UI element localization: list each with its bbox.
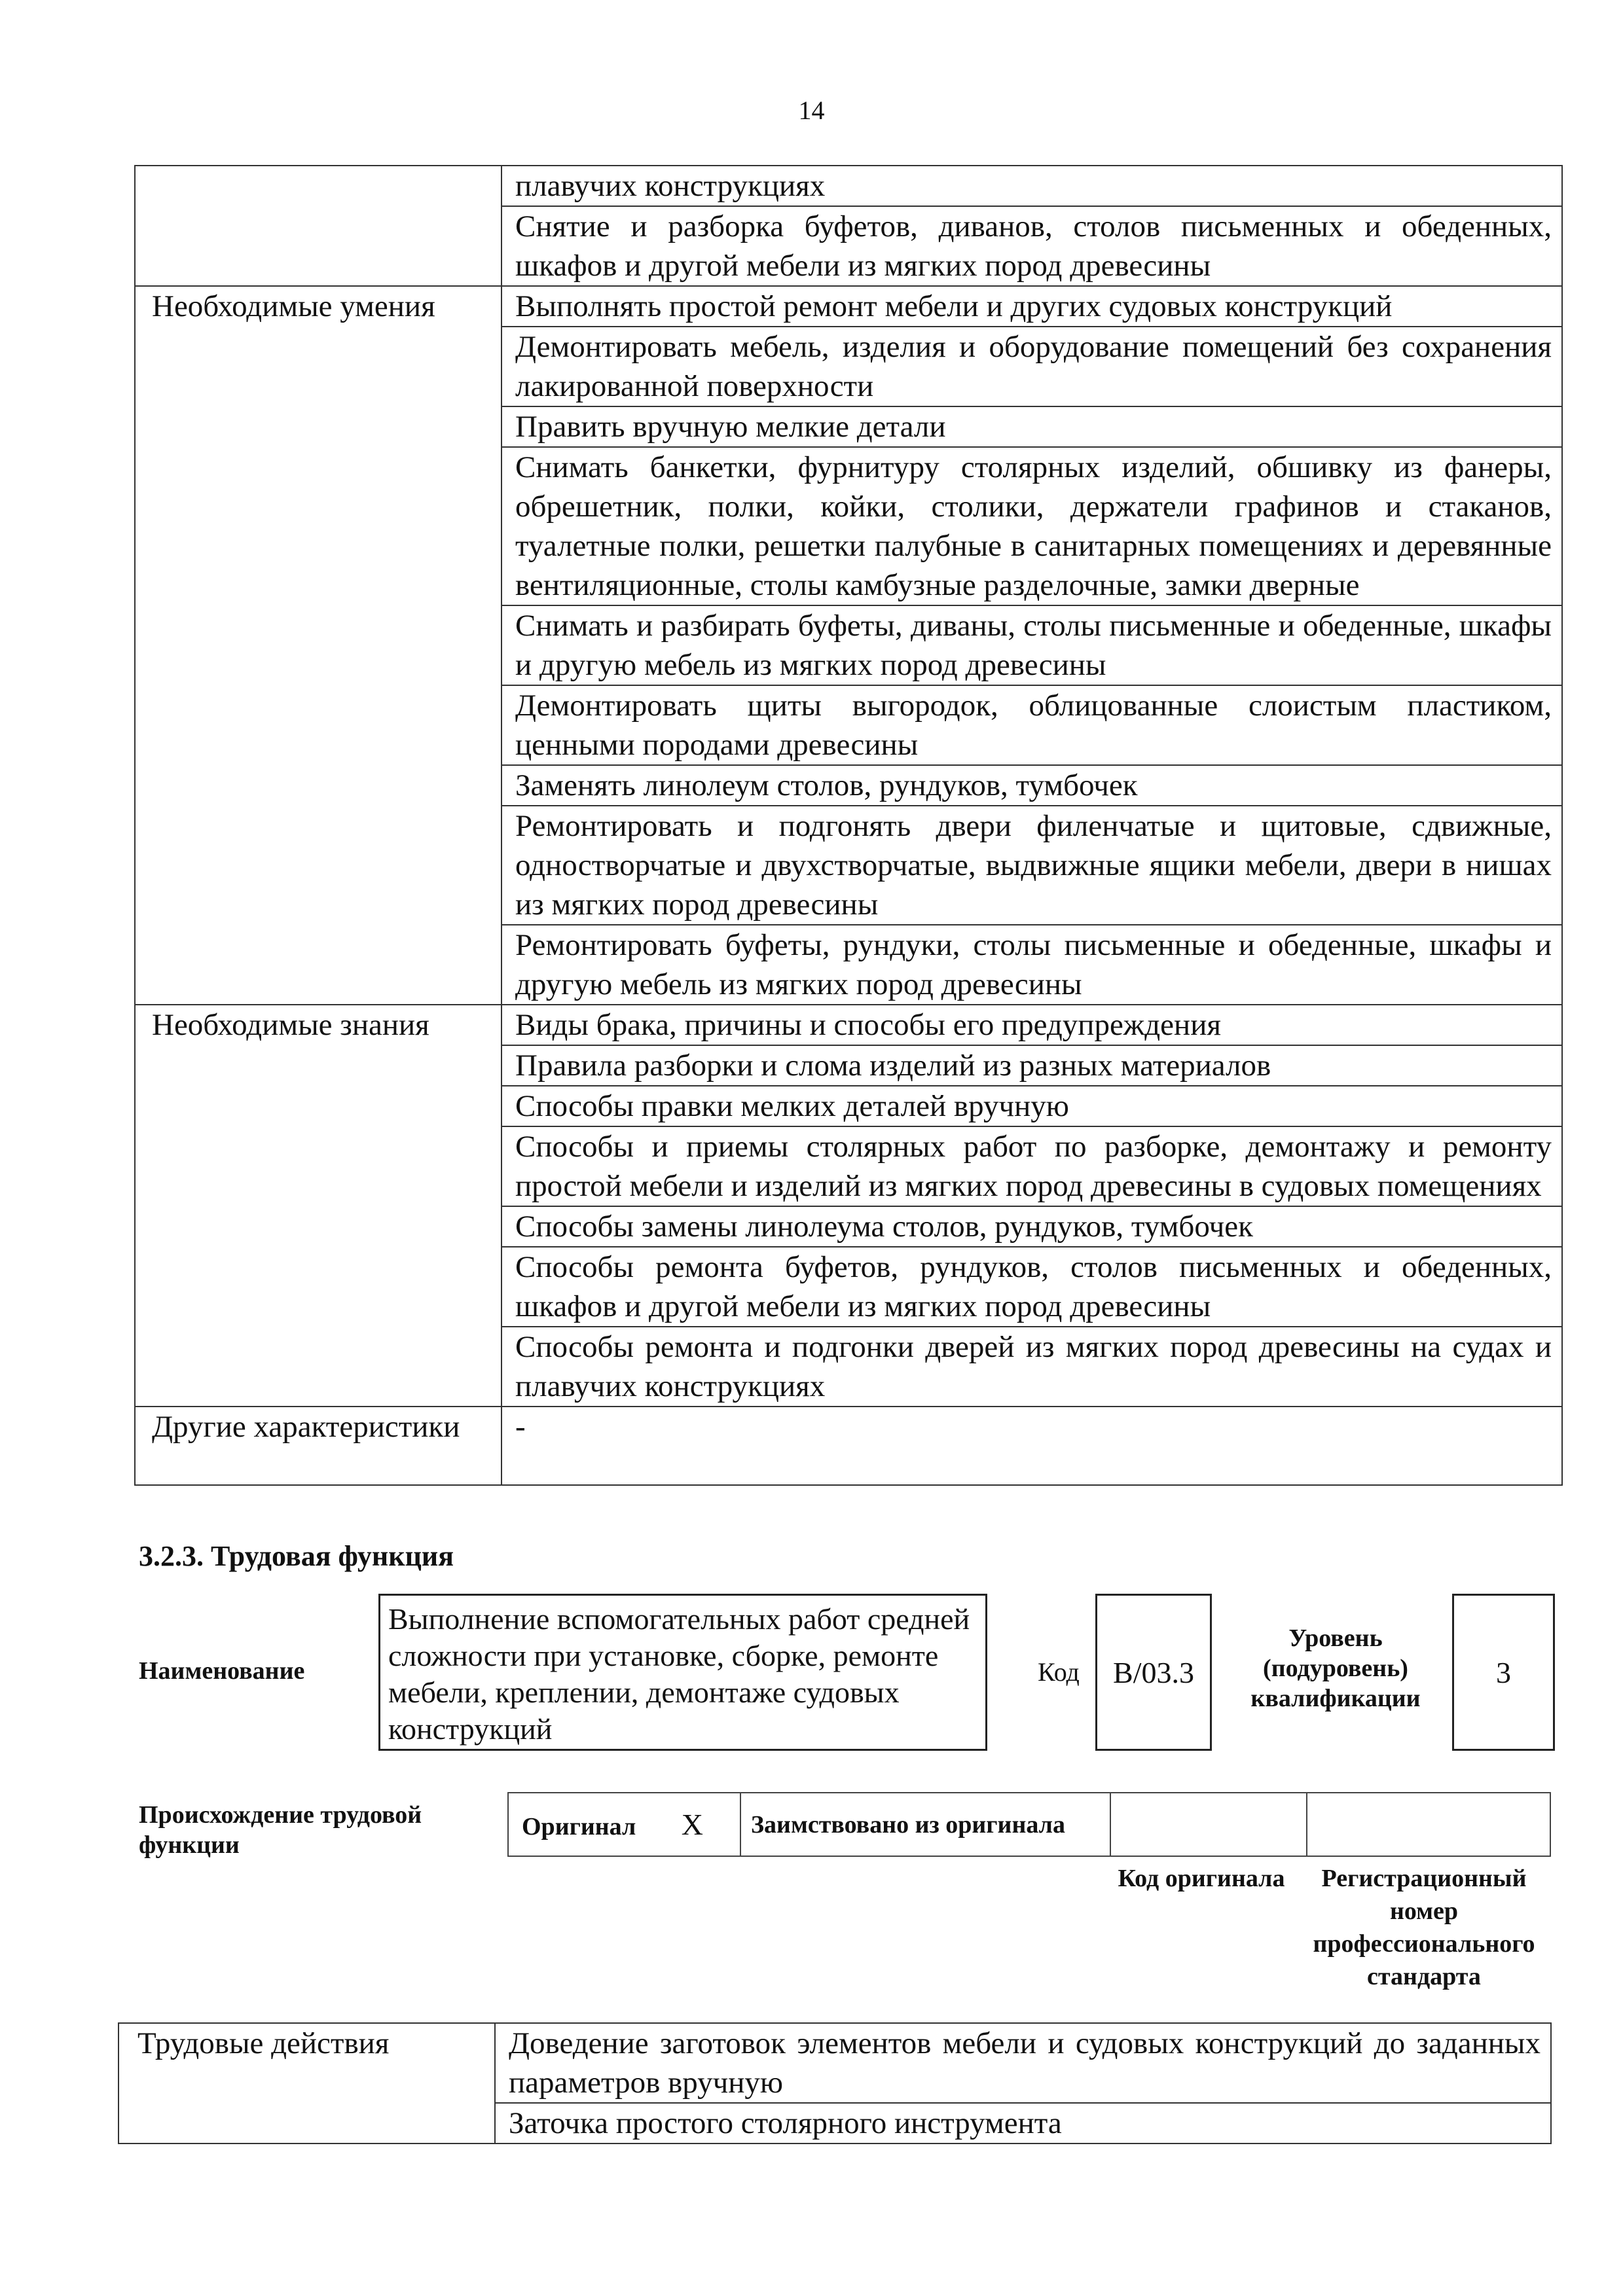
level-value: 3: [1496, 1655, 1511, 1689]
table-row: [508, 1793, 1550, 1856]
reg-number-cell: [1307, 1793, 1550, 1856]
list-item: Способы ремонта буфетов, рундуков, столов письменных и обеденных, шкафов и другой мебели из мягких пород древесины: [501, 1247, 1562, 1327]
page-number: 14: [798, 96, 825, 125]
code-original-caption: Код оригинала: [1118, 1865, 1285, 1892]
list-item: Способы ремонта и подгонки дверей из мягких пород древесины на судах и плавучих конструкциях: [501, 1327, 1562, 1407]
list-item: Доведение заготовок элементов мебели и судовых конструкций до заданных параметров вручную: [495, 2023, 1551, 2103]
labor-actions-label: Трудовые действия: [119, 2023, 495, 2144]
other-characteristics-label: Другие характеристики: [135, 1407, 501, 1485]
code-value: В/03.3: [1113, 1655, 1194, 1689]
code-original-cell: [1110, 1793, 1307, 1856]
table-row: [135, 1407, 1562, 1485]
list-item: Заточка простого столярного инструмента: [495, 2103, 1551, 2144]
list-item: Ремонтировать буфеты, рундуки, столы письменные и обеденные, шкафы и другую мебель из мягких пород древесины: [501, 925, 1562, 1005]
table-row: [135, 1005, 1562, 1045]
code-label: Код: [1038, 1657, 1080, 1687]
table-row: [135, 166, 1562, 206]
list-item: Снятие и разборка буфетов, диванов, столов письменных и обеденных, шкафов и другой мебели из мягких пород древесины: [501, 206, 1562, 286]
table-row: [135, 286, 1562, 327]
knowledge-label: Необходимые знания: [135, 1005, 501, 1407]
borrowed-label: Заимствовано из оригинала: [740, 1793, 1110, 1856]
function-name-value: Выполнение вспомогательных работ средней сложности при установке, сборке, ремонте мебели, креплении, демонтаже судовых конструкций: [388, 1602, 970, 1746]
list-item: Способы и приемы столярных работ по разборке, демонтажу и ремонту простой мебели и изделий из мягких пород древесины в судовых помещениях: [501, 1126, 1562, 1206]
skills-label: Необходимые умения: [135, 286, 501, 1005]
list-item: плавучих конструкциях: [501, 166, 1562, 206]
list-item: Править вручную мелкие детали: [501, 406, 1562, 447]
origin-table: [507, 1792, 1551, 1857]
level-label: Уровень (подуровень) квалификации: [1250, 1624, 1421, 1712]
list-item: Способы замены линолеума столов, рундуков, тумбочек: [501, 1206, 1562, 1247]
list-item: Способы правки мелких деталей вручную: [501, 1086, 1562, 1126]
list-item: Демонтировать щиты выгородок, облицованные слоистым пластиком, ценными породами древесины: [501, 685, 1562, 765]
level-box: [1452, 1594, 1555, 1751]
competency-table: [134, 165, 1563, 1486]
name-label: Наименование: [139, 1657, 305, 1685]
code-box: [1095, 1594, 1212, 1751]
labor-actions-table: [118, 2022, 1552, 2144]
reg-number-caption: Регистрационный номер профессионального стандарта: [1313, 1865, 1535, 1990]
section-heading: 3.2.3. Трудовая функция: [139, 1540, 454, 1572]
list-item: Правила разборки и слома изделий из разных материалов: [501, 1045, 1562, 1086]
list-item: Заменять линолеум столов, рундуков, тумбочек: [501, 765, 1562, 806]
list-item: Виды брака, причины и способы его предупреждения: [501, 1005, 1562, 1045]
origin-label: Происхождение трудовой функции: [139, 1801, 422, 1859]
list-item: Демонтировать мебель, изделия и оборудование помещений без сохранения лакированной поверхности: [501, 327, 1562, 406]
original-mark: X: [681, 1808, 704, 1841]
list-item: Выполнять простой ремонт мебели и других судовых конструкций: [501, 286, 1562, 327]
list-item: Снимать банкетки, фурнитуру столярных изделий, обшивку из фанеры, обрешетник, полки, койки, столики, держатели графинов и стаканов, туалетные полки, решетки палубные в санитарных помещениях и деревянные вентиляционные, столы камбузные разделочные, замки дверные: [501, 447, 1562, 605]
list-item: -: [501, 1407, 1562, 1485]
row-label-empty: [135, 166, 501, 286]
list-item: Снимать и разбирать буфеты, диваны, столы письменные и обеденные, шкафы и другую мебель из мягких пород древесины: [501, 605, 1562, 685]
table-row: [119, 2023, 1551, 2103]
list-item: Ремонтировать и подгонять двери филенчатые и щитовые, сдвижные, одностворчатые и двухстворчатые, выдвижные ящики мебели, двери в нишах из мягких пород древесины: [501, 806, 1562, 925]
function-name-box: [378, 1594, 987, 1751]
original-cell: [508, 1793, 740, 1856]
original-label: Оригинал: [522, 1813, 636, 1840]
